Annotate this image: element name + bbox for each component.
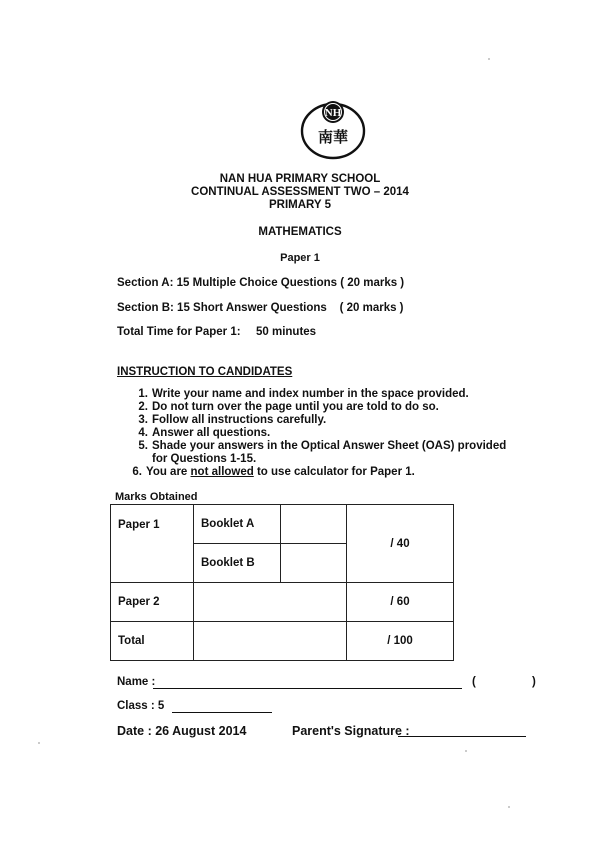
time-label: Total Time for Paper 1: [117, 326, 241, 338]
instructions-list [132, 388, 506, 479]
paper2-label: Paper 2 [111, 583, 194, 622]
logo-monogram: NH [324, 107, 342, 119]
instruction-item: 3. Follow all instructions carefully. [138, 414, 327, 426]
instruction-item: 5. Shade your answers in the Optical Answer Sheet (OAS) provided [138, 440, 507, 452]
total-label: Total [111, 622, 194, 661]
index-close-paren: ) [532, 676, 536, 688]
paper2-total: / 60 [347, 583, 454, 622]
signature-label: Parent's Signature : [292, 724, 410, 738]
instruction-item: 2. Do not turn over the page until you are told to do so. [138, 401, 439, 413]
scan-speck [508, 806, 510, 808]
paper2-score-cell[interactable] [194, 583, 347, 622]
instructions-heading: INSTRUCTION TO CANDIDATES [117, 366, 293, 378]
scan-speck [38, 742, 40, 744]
instruction-item: 1. Write your name and index number in the space provided. [138, 388, 469, 400]
time-value: 50 minutes [256, 326, 317, 338]
name-label: Name : [117, 676, 156, 688]
booklet-b-score-cell[interactable] [281, 544, 347, 583]
school-name: NAN HUA PRIMARY SCHOOL [219, 173, 381, 185]
instruction-item-continuation: for Questions 1-15. [152, 453, 257, 465]
section-a: Section A: 15 Multiple Choice Questions ( 20 marks ) [117, 277, 405, 289]
index-open-paren: ( [472, 676, 476, 688]
instruction-item: 4. Answer all questions. [138, 427, 271, 439]
subject-title: MATHEMATICS [258, 226, 342, 238]
school-logo [300, 98, 366, 160]
booklet-b-label: Booklet B [194, 544, 281, 583]
scan-speck [488, 58, 490, 60]
class-field[interactable] [172, 712, 272, 713]
class-label: Class : 5 [117, 700, 165, 712]
instruction-item: 6. You are not allowed to use calculator for Paper 1. [132, 466, 415, 478]
section-b: Section B: 15 Short Answer Questions ( 20 marks ) [117, 302, 404, 314]
scan-speck [465, 750, 467, 752]
booklet-a-score-cell[interactable] [281, 505, 347, 544]
paper1-total: / 40 [347, 505, 454, 583]
assessment-title: CONTINUAL ASSESSMENT TWO – 2014 [191, 186, 409, 198]
paper-title: Paper 1 [280, 252, 320, 264]
logo-characters: 南華 [317, 128, 349, 146]
marks-heading: Marks Obtained [115, 491, 198, 503]
level-title: PRIMARY 5 [269, 199, 331, 211]
total-total: / 100 [347, 622, 454, 661]
total-score-cell[interactable] [194, 622, 347, 661]
booklet-a-label: Booklet A [194, 505, 281, 544]
paper1-label: Paper 1 [111, 505, 194, 583]
signature-field[interactable] [398, 736, 526, 737]
marks-table [110, 504, 454, 661]
name-field[interactable] [153, 688, 462, 689]
date-text: Date : 26 August 2014 [117, 724, 247, 738]
